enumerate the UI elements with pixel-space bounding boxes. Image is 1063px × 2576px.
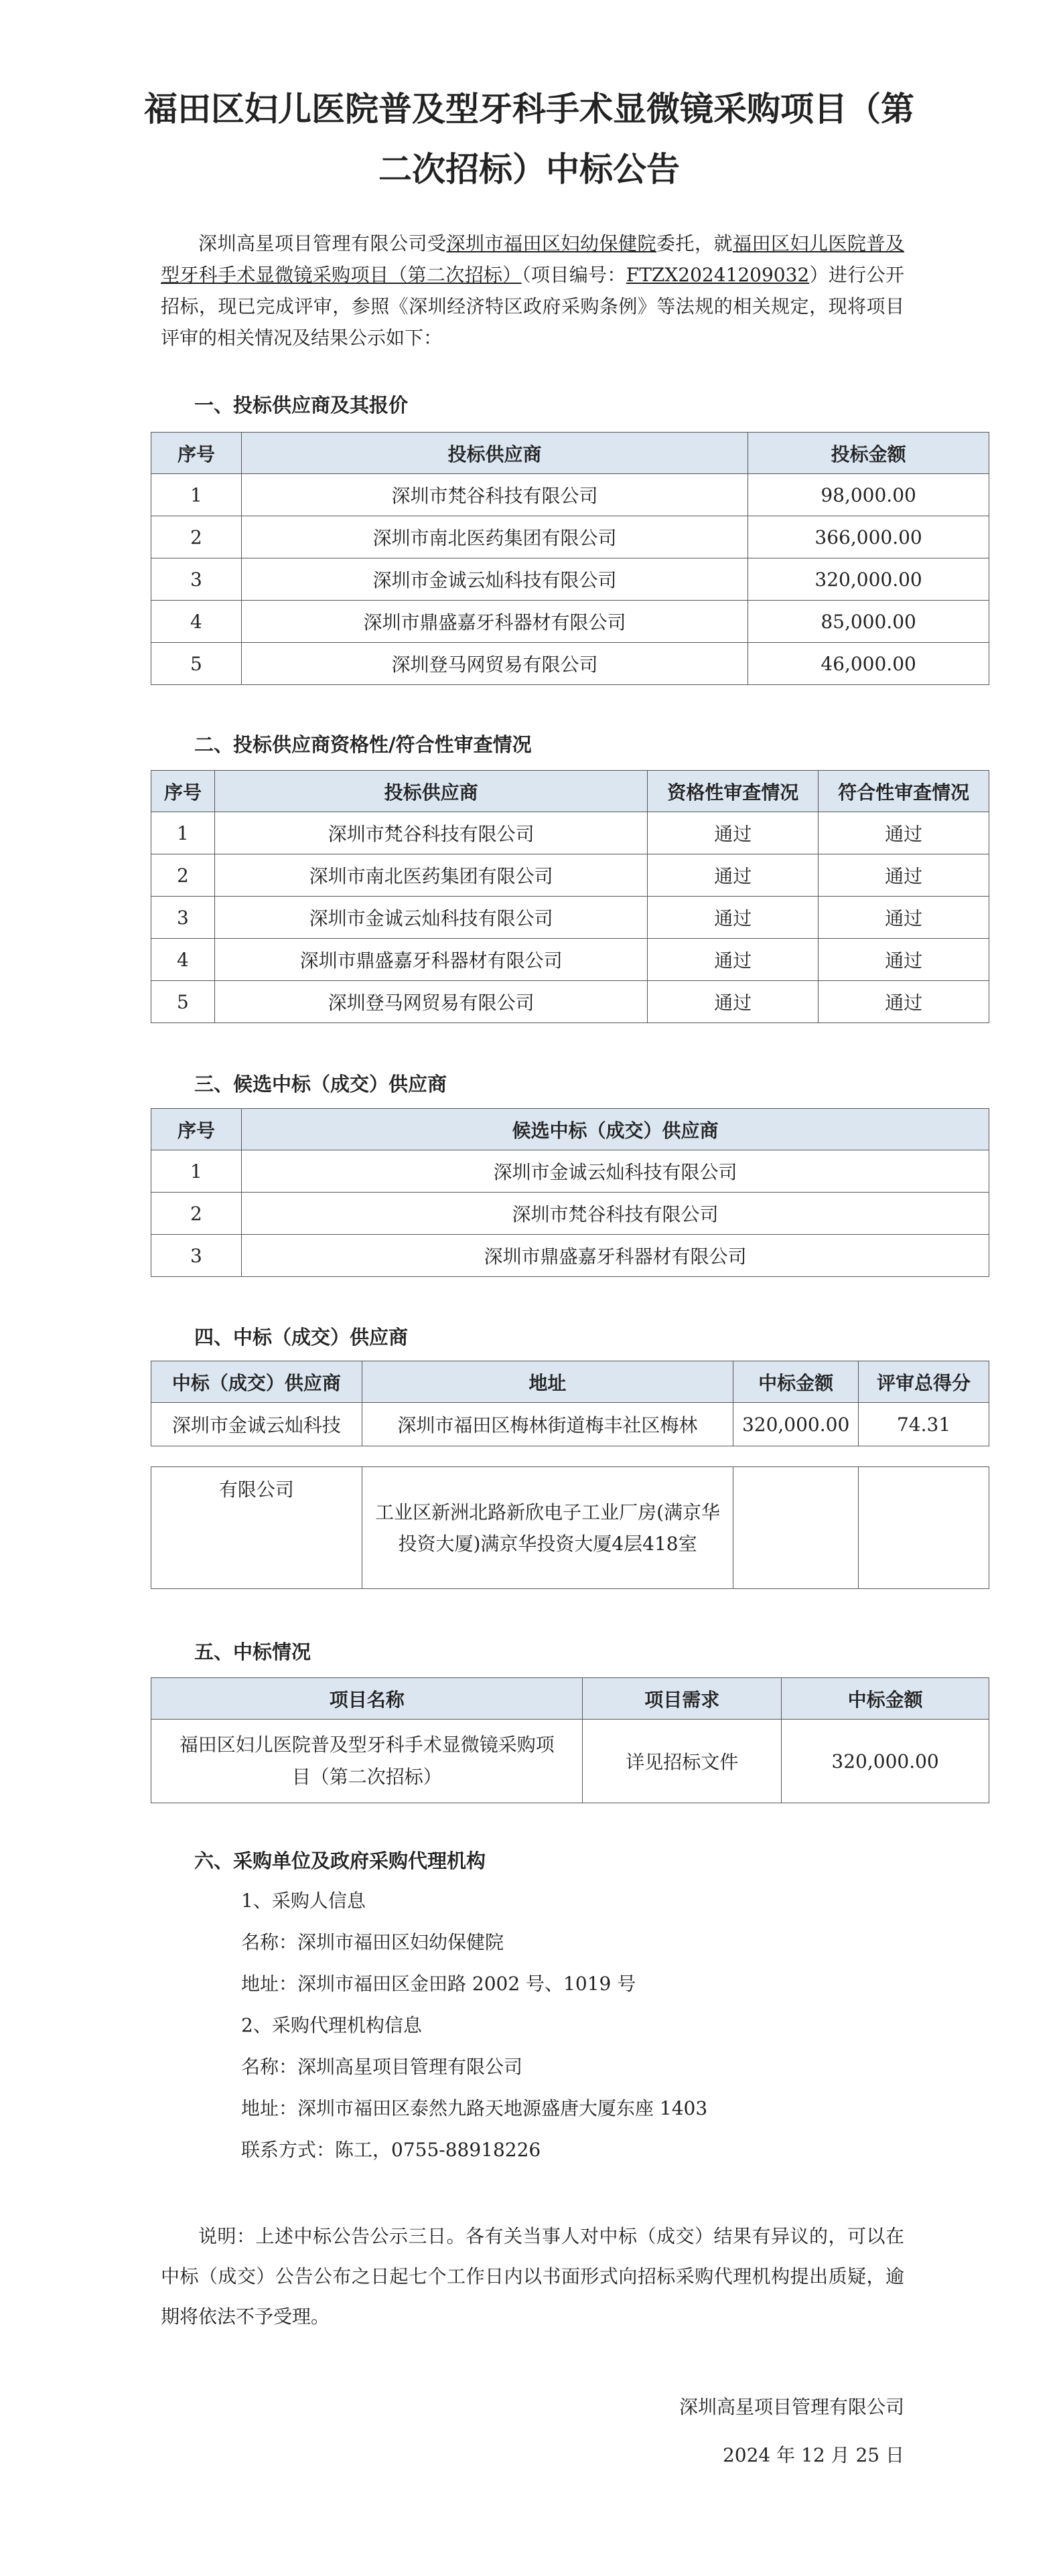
table-cell: 320,000.00 xyxy=(748,558,989,601)
table-cell: 5 xyxy=(151,981,215,1023)
table-row xyxy=(151,897,989,939)
table-cell: 46,000.00 xyxy=(748,643,989,685)
table-row xyxy=(151,1467,989,1589)
column-header: 候选中标（成交）供应商 xyxy=(241,1109,989,1150)
table-cell: 通过 xyxy=(819,854,989,897)
table-cell: 3 xyxy=(151,558,242,601)
table-row xyxy=(151,1720,989,1803)
table-cell: 通过 xyxy=(819,981,989,1023)
score-cell xyxy=(859,1467,989,1589)
table-cell: 1 xyxy=(151,474,242,516)
column-header: 中标金额 xyxy=(782,1678,989,1720)
agency-info-label: 2、采购代理机构信息 xyxy=(241,2014,422,2036)
table-cell: 深圳市梵谷科技有限公司 xyxy=(241,474,748,516)
winning-supplier-table xyxy=(151,1361,989,1446)
supplier-name-cell: 深圳市金诚云灿科技 xyxy=(151,1403,362,1446)
table-header-row xyxy=(151,1361,989,1403)
winning-supplier-table-continued xyxy=(151,1466,989,1589)
table-row xyxy=(151,812,989,854)
table-cell: 深圳市金诚云灿科技有限公司 xyxy=(241,1150,989,1193)
table-cell: 2 xyxy=(151,1193,242,1235)
signature-date: 2024 年 12 月 25 日 xyxy=(722,2444,904,2466)
agency-contact: 联系方式：陈工，0755-88918226 xyxy=(241,2139,541,2161)
section-1-heading: 一、投标供应商及其报价 xyxy=(194,394,409,416)
table-cell: 366,000.00 xyxy=(748,516,989,558)
bid-price-table xyxy=(151,432,989,685)
table-cell: 深圳市鼎盛嘉牙科器材有限公司 xyxy=(241,601,748,643)
table-cell: 通过 xyxy=(648,897,819,939)
table-cell: 深圳市南北医药集团有限公司 xyxy=(241,516,748,558)
table-row xyxy=(151,854,989,897)
table-cell: 3 xyxy=(151,897,215,939)
agency-address: 地址：深圳市福田区泰然九路天地源盛唐大厦东座 1403 xyxy=(241,2097,708,2119)
column-header: 序号 xyxy=(151,433,242,474)
table-row xyxy=(151,643,989,685)
column-header: 项目名称 xyxy=(151,1678,583,1720)
table-cell: 1 xyxy=(151,812,215,854)
amount-cell: 320,000.00 xyxy=(733,1403,859,1446)
table-header-row xyxy=(151,433,989,474)
address-cell: 工业区新洲北路新欣电子工业厂房(满京华投资大厦)满京华投资大厦4层418室 xyxy=(362,1467,733,1589)
column-header: 符合性审查情况 xyxy=(819,771,989,812)
signature-company: 深圳高星项目管理有限公司 xyxy=(679,2396,904,2418)
table-row xyxy=(151,474,989,516)
table-cell: 深圳市鼎盛嘉牙科器材有限公司 xyxy=(214,939,647,981)
intro-text: （项目编号： xyxy=(521,264,626,286)
table-cell: 通过 xyxy=(819,897,989,939)
address-cell: 深圳市福田区梅林街道梅丰社区梅林 xyxy=(362,1403,733,1446)
table-cell: 85,000.00 xyxy=(748,601,989,643)
section-3-heading: 三、候选中标（成交）供应商 xyxy=(194,1073,447,1095)
table-cell: 深圳市鼎盛嘉牙科器材有限公司 xyxy=(241,1235,989,1277)
table-cell: 通过 xyxy=(819,812,989,854)
award-table xyxy=(151,1677,989,1803)
intro-project: 福田区妇儿医院普及型牙科手术显微镜采购项目（第二次招标） xyxy=(161,232,904,286)
table-row xyxy=(151,981,989,1023)
table-row xyxy=(151,558,989,601)
table-cell: 深圳市金诚云灿科技有限公司 xyxy=(241,558,748,601)
table-header-row xyxy=(151,1109,989,1150)
requirement-cell: 详见招标文件 xyxy=(583,1720,782,1803)
section-4-heading: 四、中标（成交）供应商 xyxy=(194,1326,409,1349)
column-header: 投标金额 xyxy=(748,433,989,474)
note-paragraph: 说明：上述中标公告公示三日。各有关当事人对中标（成交）结果有异议的，可以在中标（成交）公告公布之日起七个工作日内以书面形式向招标采购代理机构提出质疑，逾期将依法不予受理。 xyxy=(161,2225,904,2328)
purchaser-info-label: 1、采购人信息 xyxy=(241,1890,366,1912)
table-cell: 3 xyxy=(151,1235,242,1277)
table-row xyxy=(151,516,989,558)
table-cell: 深圳市南北医药集团有限公司 xyxy=(214,854,647,897)
column-header: 地址 xyxy=(362,1361,733,1403)
column-header: 评审总得分 xyxy=(859,1361,989,1403)
table-cell: 2 xyxy=(151,854,215,897)
agency-name: 名称：深圳高星项目管理有限公司 xyxy=(241,2056,523,2078)
table-cell: 1 xyxy=(151,1150,242,1193)
score-cell: 74.31 xyxy=(859,1403,989,1446)
purchaser-address: 地址：深圳市福田区金田路 2002 号、1019 号 xyxy=(241,1973,636,1995)
table-row xyxy=(151,1403,989,1446)
table-cell: 98,000.00 xyxy=(748,474,989,516)
table-cell: 2 xyxy=(151,516,242,558)
table-cell: 5 xyxy=(151,643,242,685)
column-header: 序号 xyxy=(151,771,215,812)
table-row xyxy=(151,1235,989,1277)
intro-code: FTZX20241209032 xyxy=(626,264,810,286)
table-cell: 深圳市梵谷科技有限公司 xyxy=(241,1193,989,1235)
section-2-heading: 二、投标供应商资格性/符合性审查情况 xyxy=(194,733,532,756)
table-cell: 深圳登马网贸易有限公司 xyxy=(241,643,748,685)
table-row xyxy=(151,1150,989,1193)
table-header-row xyxy=(151,771,989,812)
column-header: 项目需求 xyxy=(583,1678,782,1720)
intro-text: 委托，就 xyxy=(656,232,733,254)
table-cell: 通过 xyxy=(648,981,819,1023)
table-cell: 通过 xyxy=(819,939,989,981)
table-row xyxy=(151,939,989,981)
table-cell: 通过 xyxy=(648,812,819,854)
column-header: 资格性审查情况 xyxy=(648,771,819,812)
intro-text: ）进行公开招标，现已完成评审，参照《深圳经济特区政府采购条例》等法规的相关规定，现将项目评审的相关情况及结果公示如下： xyxy=(161,264,904,349)
table-cell: 深圳登马网贸易有限公司 xyxy=(214,981,647,1023)
purchaser-name: 名称：深圳市福田区妇幼保健院 xyxy=(241,1931,504,1953)
amount-cell xyxy=(733,1467,859,1589)
table-cell: 4 xyxy=(151,939,215,981)
amount-cell: 320,000.00 xyxy=(782,1720,989,1803)
table-cell: 通过 xyxy=(648,939,819,981)
column-header: 投标供应商 xyxy=(214,771,647,812)
table-cell: 深圳市金诚云灿科技有限公司 xyxy=(214,897,647,939)
table-cell: 深圳市梵谷科技有限公司 xyxy=(214,812,647,854)
column-header: 序号 xyxy=(151,1109,242,1150)
column-header: 投标供应商 xyxy=(241,433,748,474)
table-row xyxy=(151,1193,989,1235)
table-header-row xyxy=(151,1678,989,1720)
candidate-supplier-table xyxy=(151,1108,989,1277)
table-row xyxy=(151,601,989,643)
section-6-heading: 六、采购单位及政府采购代理机构 xyxy=(194,1849,486,1872)
table-cell: 4 xyxy=(151,601,242,643)
section-5-heading: 五、中标情况 xyxy=(194,1641,311,1663)
intro-paragraph xyxy=(161,228,904,354)
supplier-name-cell: 有限公司 xyxy=(151,1467,362,1589)
intro-text: 受 xyxy=(427,232,447,254)
column-header: 中标（成交）供应商 xyxy=(151,1361,362,1403)
table-cell: 通过 xyxy=(648,854,819,897)
qualification-review-table xyxy=(151,770,989,1023)
page-title: 福田区妇儿医院普及型牙科手术显微镜采购项目（第二次招标）中标公告 xyxy=(144,89,914,189)
intro-agent: 深圳高星项目管理有限公司 xyxy=(198,232,427,254)
project-name-cell: 福田区妇儿医院普及型牙科手术显微镜采购项目（第二次招标） xyxy=(151,1720,583,1803)
column-header: 中标金额 xyxy=(733,1361,859,1403)
intro-client: 深圳市福田区妇幼保健院 xyxy=(446,232,656,254)
